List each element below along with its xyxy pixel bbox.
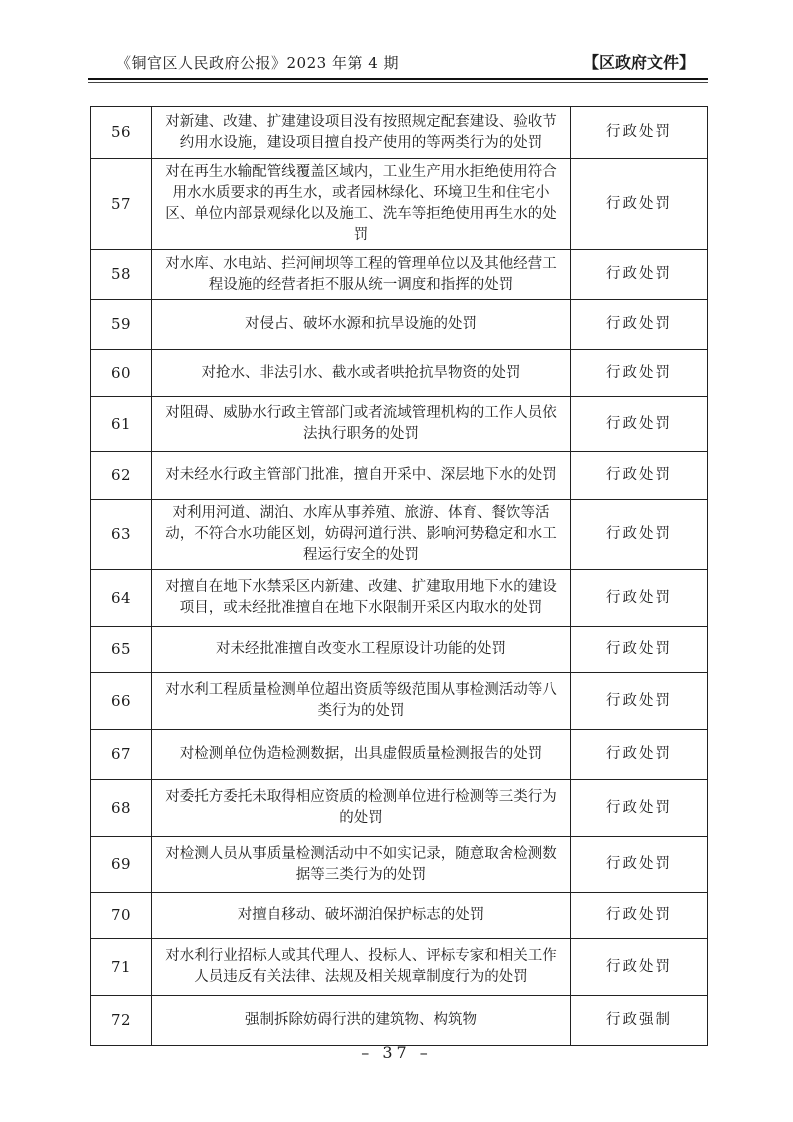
- table-row: [91, 996, 708, 1046]
- table-row: [91, 500, 708, 570]
- row-number: 71: [91, 939, 152, 996]
- table-row: [91, 300, 708, 350]
- row-number: 69: [91, 837, 152, 893]
- table-row: [91, 893, 708, 939]
- row-number: 59: [91, 300, 152, 350]
- row-description: 对阻碍、威胁水行政主管部门或者流域管理机构的工作人员依法执行职务的处罚: [152, 397, 571, 452]
- header-divider-thin: [88, 82, 708, 83]
- row-description: 对在再生水输配管线覆盖区域内，工业生产用水拒绝使用符合用水水质要求的再生水，或者园林绿化、环境卫生和住宅小区、单位内部景观绿化以及施工、洗车等拒绝使用再生水的处罚: [152, 159, 571, 250]
- row-number: 56: [91, 107, 152, 159]
- row-description: 强制拆除妨碍行洪的建筑物、构筑物: [152, 996, 571, 1046]
- row-number: 66: [91, 673, 152, 730]
- row-number: 67: [91, 730, 152, 780]
- row-number: 65: [91, 627, 152, 673]
- table-row: [91, 570, 708, 627]
- page-number: – 37 –: [361, 1043, 432, 1062]
- page-footer: [0, 1043, 793, 1062]
- row-number: 60: [91, 350, 152, 397]
- gazette-title: 《铜官区人民政府公报》2023 年第 4 期: [116, 54, 400, 72]
- page-header: [90, 53, 707, 73]
- row-number: 72: [91, 996, 152, 1046]
- row-category: 行政处罚: [571, 250, 708, 300]
- row-description: 对水利行业招标人或其代理人、投标人、评标专家和相关工作人员违反有关法律、法规及相关规章制度行为的处罚: [152, 939, 571, 996]
- row-description: 对水库、水电站、拦河闸坝等工程的管理单位以及其他经营工程设施的经营者拒不服从统一调度和指挥的处罚: [152, 250, 571, 300]
- row-description: 对侵占、破坏水源和抗旱设施的处罚: [152, 300, 571, 350]
- row-description: 对擅自移动、破坏湖泊保护标志的处罚: [152, 893, 571, 939]
- row-number: 58: [91, 250, 152, 300]
- row-category: 行政强制: [571, 996, 708, 1046]
- header-divider-thick: [88, 78, 708, 80]
- row-category: 行政处罚: [571, 397, 708, 452]
- row-category: 行政处罚: [571, 627, 708, 673]
- row-category: 行政处罚: [571, 837, 708, 893]
- row-description: 对擅自在地下水禁采区内新建、改建、扩建取用地下水的建设项目，或未经批准擅自在地下水限制开采区内取水的处罚: [152, 570, 571, 627]
- section-label: 【区政府文件】: [582, 53, 695, 72]
- penalty-table-body: [91, 107, 708, 1046]
- row-description: 对未经批准擅自改变水工程原设计功能的处罚: [152, 627, 571, 673]
- row-category: 行政处罚: [571, 107, 708, 159]
- row-category: 行政处罚: [571, 500, 708, 570]
- table-row: [91, 107, 708, 159]
- table-row: [91, 837, 708, 893]
- table-row: [91, 350, 708, 397]
- row-description: 对未经水行政主管部门批准，擅自开采中、深层地下水的处罚: [152, 452, 571, 500]
- row-number: 64: [91, 570, 152, 627]
- table-row: [91, 250, 708, 300]
- row-category: 行政处罚: [571, 673, 708, 730]
- row-number: 62: [91, 452, 152, 500]
- row-description: 对水利工程质量检测单位超出资质等级范围从事检测活动等八类行为的处罚: [152, 673, 571, 730]
- row-description: 对利用河道、湖泊、水库从事养殖、旅游、体育、餐饮等活动，不符合水功能区划，妨碍河道行洪、影响河势稳定和水工程运行安全的处罚: [152, 500, 571, 570]
- table-row: [91, 780, 708, 837]
- row-category: 行政处罚: [571, 939, 708, 996]
- table-row: [91, 673, 708, 730]
- row-description: 对抢水、非法引水、截水或者哄抢抗旱物资的处罚: [152, 350, 571, 397]
- row-category: 行政处罚: [571, 300, 708, 350]
- row-category: 行政处罚: [571, 452, 708, 500]
- table-row: [91, 452, 708, 500]
- table-row: [91, 730, 708, 780]
- table-row: [91, 159, 708, 250]
- row-category: 行政处罚: [571, 159, 708, 250]
- row-number: 61: [91, 397, 152, 452]
- row-number: 63: [91, 500, 152, 570]
- table-row: [91, 627, 708, 673]
- row-category: 行政处罚: [571, 780, 708, 837]
- row-number: 68: [91, 780, 152, 837]
- row-description: 对检测单位伪造检测数据，出具虚假质量检测报告的处罚: [152, 730, 571, 780]
- row-description: 对检测人员从事质量检测活动中不如实记录，随意取舍检测数据等三类行为的处罚: [152, 837, 571, 893]
- row-category: 行政处罚: [571, 570, 708, 627]
- row-category: 行政处罚: [571, 350, 708, 397]
- row-description: 对新建、改建、扩建建设项目没有按照规定配套建设、验收节约用水设施，建设项目擅自投产使用的等两类行为的处罚: [152, 107, 571, 159]
- row-category: 行政处罚: [571, 730, 708, 780]
- row-number: 70: [91, 893, 152, 939]
- row-number: 57: [91, 159, 152, 250]
- row-category: 行政处罚: [571, 893, 708, 939]
- penalty-table: [90, 106, 708, 1046]
- row-description: 对委托方委托未取得相应资质的检测单位进行检测等三类行为的处罚: [152, 780, 571, 837]
- table-row: [91, 397, 708, 452]
- table-row: [91, 939, 708, 996]
